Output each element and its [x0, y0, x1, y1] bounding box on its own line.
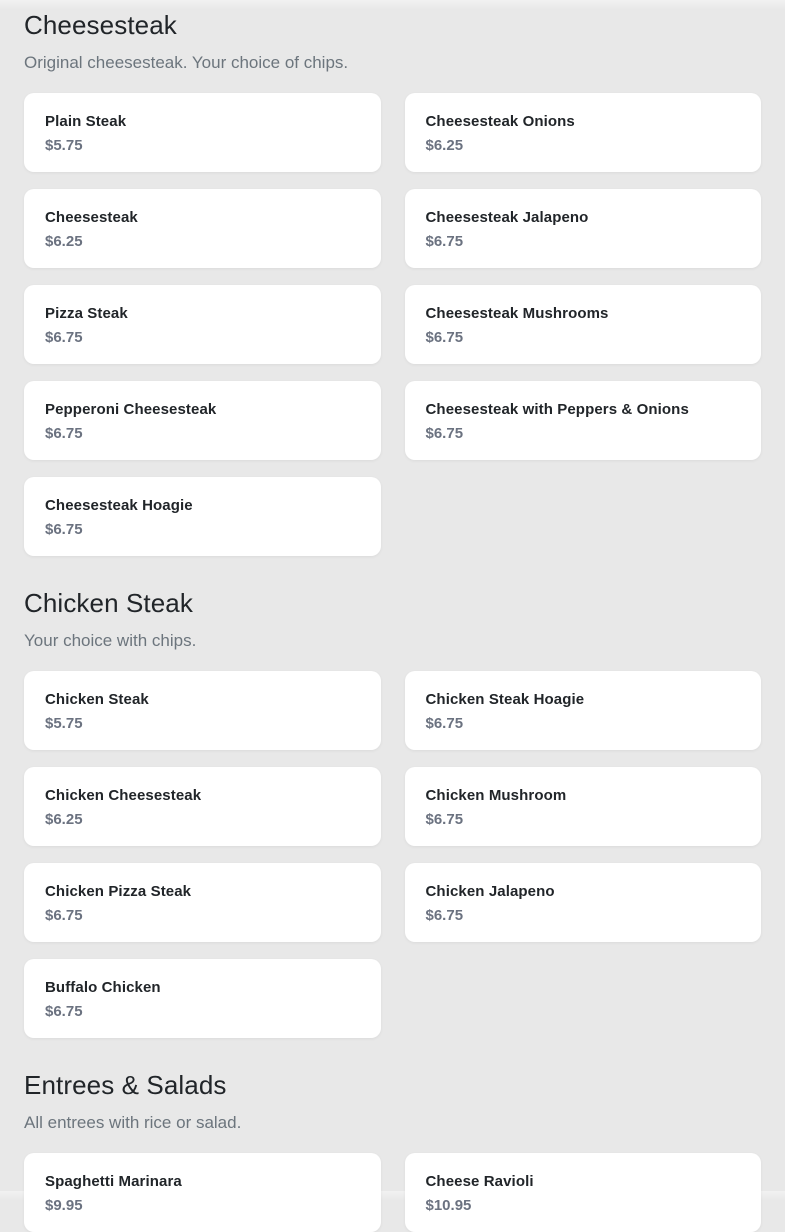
menu-item-name: Cheese Ravioli [425, 1173, 534, 1190]
menu-item-price: $6.75 [45, 425, 83, 442]
section-description: All entrees with rice or salad. [24, 1113, 242, 1132]
section-title: Entrees & Salads [24, 1070, 227, 1100]
section-title: Chicken Steak [24, 588, 193, 618]
menu-item-name: Pizza Steak [45, 305, 128, 322]
menu-item-card[interactable] [405, 285, 762, 364]
menu-item-name: Chicken Mushroom [425, 787, 567, 804]
menu-item-name: Chicken Steak Hoagie [425, 691, 585, 708]
menu-item-price: $6.25 [45, 233, 83, 250]
menu-item-name: Cheesesteak with Peppers & Onions [425, 401, 689, 418]
section-title: Cheesesteak [24, 10, 177, 40]
menu-item-name: Buffalo Chicken [45, 979, 161, 996]
menu-item-card[interactable] [24, 477, 381, 556]
menu-item-price: $10.95 [425, 1197, 472, 1214]
menu-items-grid [24, 671, 761, 1038]
menu-item-price: $6.75 [425, 715, 464, 732]
section-description: Your choice with chips. [24, 631, 197, 650]
menu-section [24, 8, 761, 556]
menu-item-price: $6.75 [425, 907, 464, 924]
menu-item-price: $5.75 [45, 137, 83, 154]
menu-item-price: $6.75 [45, 907, 83, 924]
menu-item-name: Cheesesteak Jalapeno [425, 209, 589, 226]
menu-item-card[interactable] [24, 189, 381, 268]
menu-item-card[interactable] [405, 189, 762, 268]
section-description: Original cheesesteak. Your choice of chips. [24, 53, 349, 72]
menu-item-card[interactable] [24, 285, 381, 364]
menu-item-card[interactable] [24, 381, 381, 460]
menu-item-price: $6.25 [45, 811, 83, 828]
menu-item-price: $5.75 [45, 715, 83, 732]
menu-item-card[interactable] [405, 863, 762, 942]
menu-item-name: Chicken Cheesesteak [45, 787, 202, 804]
menu-item-name: Plain Steak [45, 113, 127, 130]
menu-item-name: Cheesesteak [45, 209, 138, 226]
menu-item-card[interactable] [24, 1153, 381, 1232]
menu-item-card[interactable] [405, 767, 762, 846]
menu-item-name: Cheesesteak Hoagie [45, 497, 193, 514]
menu-item-name: Cheesesteak Onions [425, 113, 575, 130]
menu-items-grid [24, 1153, 761, 1232]
menu-item-name: Chicken Steak [45, 691, 149, 708]
menu-section [24, 586, 761, 1038]
menu-item-card[interactable] [405, 381, 762, 460]
menu-item-price: $6.75 [45, 1003, 83, 1020]
menu-item-card[interactable] [24, 671, 381, 750]
menu-item-name: Chicken Pizza Steak [45, 883, 192, 900]
menu-item-card[interactable] [24, 93, 381, 172]
menu-item-name: Pepperoni Cheesesteak [45, 401, 217, 418]
menu-item-price: $6.75 [45, 521, 83, 538]
menu-item-price: $6.25 [425, 137, 464, 154]
menu-item-card[interactable] [24, 767, 381, 846]
menu-item-card[interactable] [405, 93, 762, 172]
menu-item-price: $9.95 [45, 1197, 83, 1214]
menu-item-card[interactable] [24, 959, 381, 1038]
menu-item-name: Chicken Jalapeno [425, 883, 555, 900]
menu-items-grid [24, 93, 761, 556]
menu-item-price: $6.75 [425, 233, 464, 250]
menu-item-price: $6.75 [425, 425, 464, 442]
menu-item-card[interactable] [405, 671, 762, 750]
menu-item-name: Cheesesteak Mushrooms [425, 305, 609, 322]
menu-item-price: $6.75 [425, 811, 464, 828]
menu-item-card[interactable] [405, 1153, 762, 1232]
menu-item-name: Spaghetti Marinara [45, 1173, 182, 1190]
menu-item-price: $6.75 [425, 329, 464, 346]
menu-section [24, 1068, 761, 1232]
menu-item-card[interactable] [24, 863, 381, 942]
menu-item-price: $6.75 [45, 329, 83, 346]
